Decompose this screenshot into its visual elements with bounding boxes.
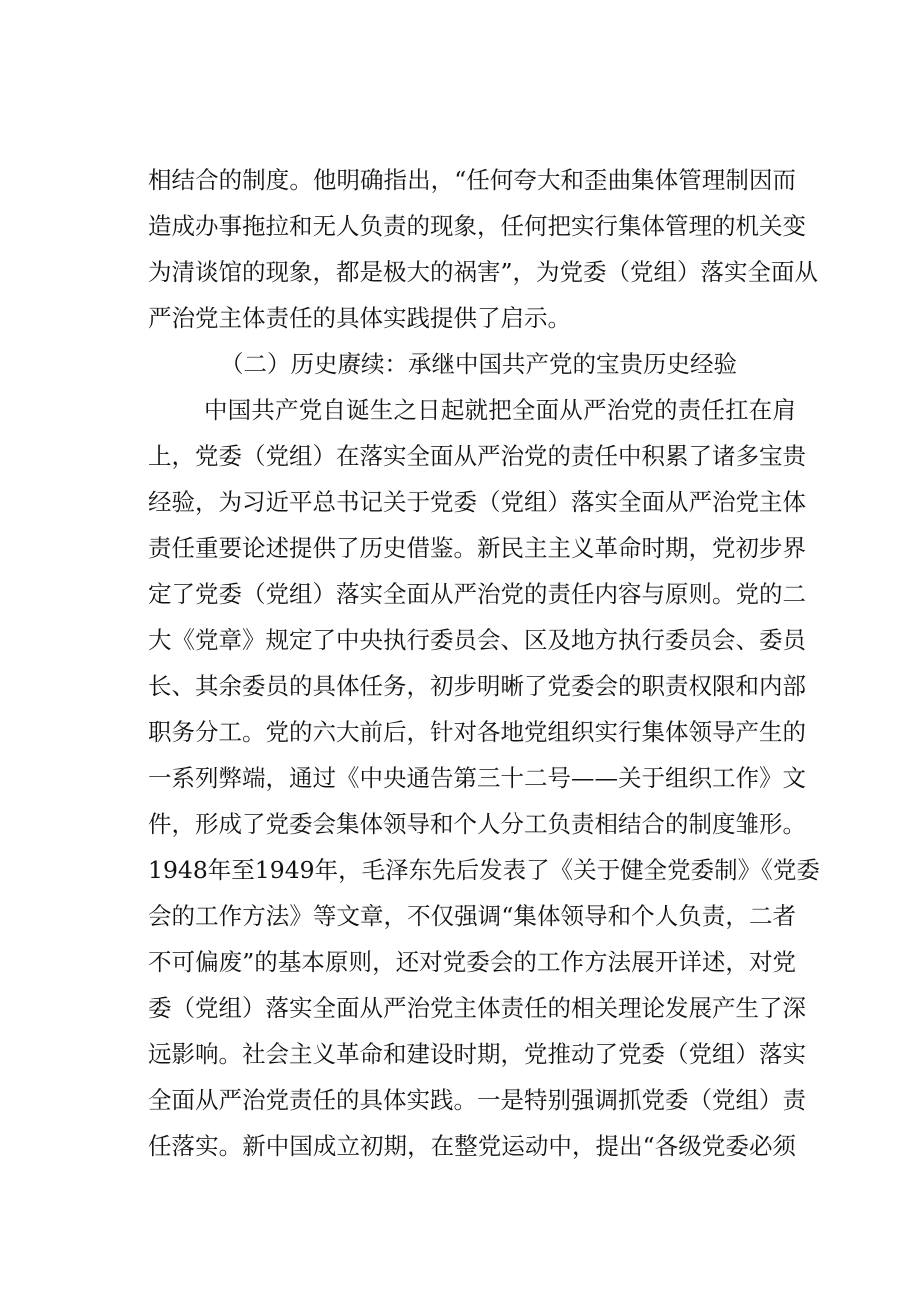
paragraph-2-line-2: 上，党委（党组）在落实全面从严治党的责任中积累了诸多宝贵: [148, 442, 806, 470]
paragraph-1-line-1: 相结合的制度。他明确指出，“任何夸大和歪曲集体管理制因而: [148, 166, 796, 194]
paragraph-2-line-5: 定了党委（党组）落实全面从严治党的责任内容与原则。党的二: [148, 580, 806, 608]
paragraph-2-line-15: 远影响。社会主义革命和建设时期，党推动了党委（党组）落实: [148, 1040, 806, 1068]
paragraph-2-line-13: 不可偏废”的基本原则，还对党委会的工作方法展开详述，对党: [148, 948, 796, 976]
paragraph-1-line-3: 为清谈馆的现象，都是极大的祸害”，为党委（党组）落实全面从: [148, 258, 819, 286]
paragraph-2-line-12: 会的工作方法》等文章，不仅强调“集体领导和个人负责，二者: [148, 902, 796, 930]
paragraph-2-line-10: 件，形成了党委会集体领导和个人分工负责相结合的制度雏形。: [148, 810, 806, 838]
paragraph-2-line-3: 经验，为习近平总书记关于党委（党组）落实全面从严治党主体: [148, 488, 806, 516]
paragraph-2-line-4: 责任重要论述提供了历史借鉴。新民主主义革命时期，党初步界: [148, 534, 806, 562]
paragraph-2-line-8: 职务分工。党的六大前后，针对各地党组织实行集体领导产生的: [148, 718, 806, 746]
paragraph-2-line-9: 一系列弊端，通过《中央通告第三十二号——关于组织工作》文: [148, 764, 806, 792]
paragraph-2-line-17: 任落实。新中国成立初期，在整党运动中，提出“各级党委必须: [148, 1132, 796, 1160]
paragraph-1-line-4: 严治党主体责任的具体实践提供了启示。: [148, 304, 571, 332]
paragraph-2-line-7: 长、其余委员的具体任务，初步明晰了党委会的职责权限和内部: [148, 672, 806, 700]
paragraph-2-line-11: 1948年至1949年，毛泽东先后发表了《关于健全党委制》《党委: [148, 856, 820, 884]
section-heading: （二）历史赓续：承继中国共产党的宝贵历史经验: [220, 350, 737, 378]
paragraph-1-line-2: 造成办事拖拉和无人负责的现象，任何把实行集体管理的机关变: [148, 212, 806, 240]
paragraph-2-line-16: 全面从严治党责任的具体实践。一是特别强调抓党委（党组）责: [148, 1086, 806, 1114]
paragraph-2-line-6: 大《党章》规定了中央执行委员会、区及地方执行委员会、委员: [148, 626, 806, 654]
paragraph-2-line-14: 委（党组）落实全面从严治党主体责任的相关理论发展产生了深: [148, 994, 806, 1022]
paragraph-2-line-1: 中国共产党自诞生之日起就把全面从严治党的责任扛在肩: [204, 396, 796, 424]
